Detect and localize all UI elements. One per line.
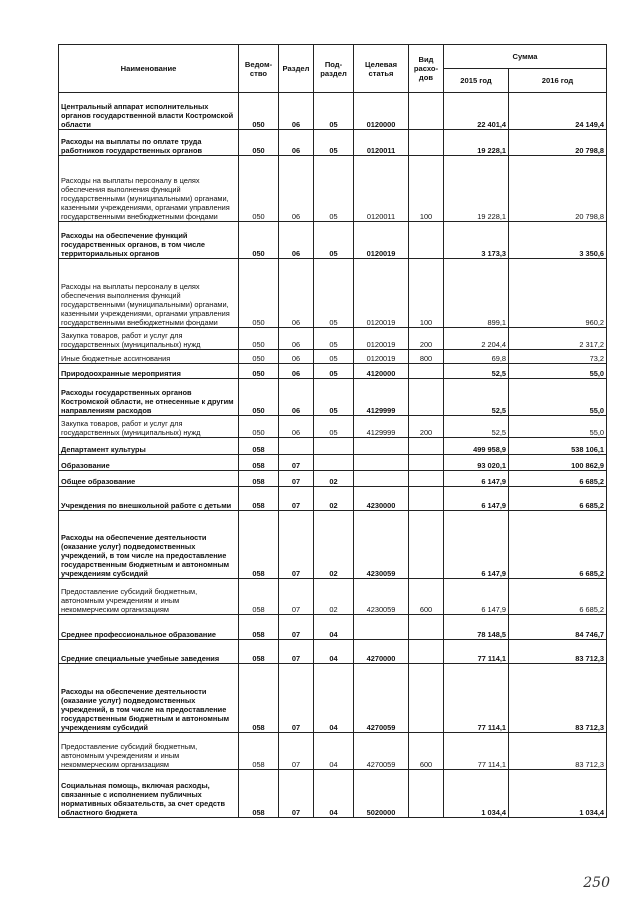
row-dept: 058	[239, 640, 279, 664]
row-sum-2015: 6 147,9	[444, 487, 509, 511]
row-dept: 050	[239, 416, 279, 438]
row-expense-type	[409, 130, 444, 156]
row-target: 4230059	[354, 511, 409, 579]
row-section: 06	[279, 93, 314, 130]
row-name: Среднее профессиональное образование	[59, 615, 239, 640]
row-sum-2016: 73,2	[509, 350, 607, 364]
row-subsection: 02	[314, 579, 354, 615]
row-sum-2016: 20 798,8	[509, 156, 607, 222]
row-sum-2015: 6 147,9	[444, 579, 509, 615]
row-expense-type	[409, 770, 444, 818]
row-expense-type: 600	[409, 579, 444, 615]
table-row	[59, 487, 607, 511]
row-subsection: 05	[314, 350, 354, 364]
row-sum-2015: 77 114,1	[444, 733, 509, 770]
row-name: Предоставление субсидий бюджетным, автономным учреждениям и иным некоммерческим организациям	[59, 579, 239, 615]
row-subsection	[314, 438, 354, 455]
row-subsection: 05	[314, 416, 354, 438]
header-target: Целевая статья	[354, 45, 409, 93]
row-target: 0120019	[354, 350, 409, 364]
row-dept: 058	[239, 455, 279, 471]
row-target	[354, 471, 409, 487]
row-expense-type: 200	[409, 328, 444, 350]
row-target: 0120019	[354, 259, 409, 328]
row-sum-2016: 55,0	[509, 416, 607, 438]
row-name: Предоставление субсидий бюджетным, автономным учреждениям и иным некоммерческим организациям	[59, 733, 239, 770]
row-expense-type: 100	[409, 259, 444, 328]
row-dept: 058	[239, 487, 279, 511]
row-sum-2015: 899,1	[444, 259, 509, 328]
row-dept: 050	[239, 156, 279, 222]
row-sum-2015: 93 020,1	[444, 455, 509, 471]
row-subsection: 05	[314, 259, 354, 328]
row-sum-2015: 499 958,9	[444, 438, 509, 455]
row-name: Закупка товаров, работ и услуг для государственных (муниципальных) нужд	[59, 328, 239, 350]
table-row	[59, 364, 607, 379]
table-row	[59, 640, 607, 664]
row-expense-type: 200	[409, 416, 444, 438]
table-row	[59, 770, 607, 818]
row-subsection: 04	[314, 615, 354, 640]
row-target: 0120000	[354, 93, 409, 130]
row-target	[354, 455, 409, 471]
row-sum-2015: 19 228,1	[444, 156, 509, 222]
row-expense-type	[409, 664, 444, 733]
row-sum-2016: 1 034,4	[509, 770, 607, 818]
row-section	[279, 438, 314, 455]
budget-table	[58, 44, 607, 818]
row-name: Социальная помощь, включая расходы, связанные с исполнением публичных нормативных обязательств, за счет средств областного бюджета	[59, 770, 239, 818]
row-target: 5020000	[354, 770, 409, 818]
row-dept: 050	[239, 130, 279, 156]
row-section: 06	[279, 364, 314, 379]
row-expense-type	[409, 615, 444, 640]
row-subsection: 05	[314, 222, 354, 259]
table-row	[59, 416, 607, 438]
row-name: Средние специальные учебные заведения	[59, 640, 239, 664]
row-section: 07	[279, 664, 314, 733]
row-dept: 058	[239, 471, 279, 487]
row-sum-2015: 52,5	[444, 416, 509, 438]
row-sum-2016: 960,2	[509, 259, 607, 328]
header-section: Раздел	[279, 45, 314, 93]
row-sum-2015: 6 147,9	[444, 471, 509, 487]
row-expense-type	[409, 93, 444, 130]
table-row	[59, 511, 607, 579]
row-target: 0120011	[354, 130, 409, 156]
row-name: Природоохранные мероприятия	[59, 364, 239, 379]
row-dept: 050	[239, 364, 279, 379]
row-dept: 058	[239, 770, 279, 818]
row-name: Департамент культуры	[59, 438, 239, 455]
row-sum-2016: 24 149,4	[509, 93, 607, 130]
row-name: Расходы на обеспечение деятельности (оказание услуг) подведомственных учреждений, в том числе на предоставление государственным бюджетным и автономным учреждениям субсидий	[59, 511, 239, 579]
row-sum-2015: 52,5	[444, 379, 509, 416]
table-row	[59, 438, 607, 455]
table-body	[59, 93, 607, 818]
row-sum-2016: 83 712,3	[509, 733, 607, 770]
row-section: 07	[279, 615, 314, 640]
row-sum-2016: 83 712,3	[509, 664, 607, 733]
row-sum-2016: 6 685,2	[509, 511, 607, 579]
row-target: 0120011	[354, 156, 409, 222]
row-dept: 058	[239, 438, 279, 455]
row-subsection: 02	[314, 511, 354, 579]
row-sum-2015: 3 173,3	[444, 222, 509, 259]
row-section: 07	[279, 579, 314, 615]
row-expense-type: 600	[409, 733, 444, 770]
table-row	[59, 328, 607, 350]
row-dept: 058	[239, 733, 279, 770]
row-name: Расходы на выплаты по оплате труда работников государственных органов	[59, 130, 239, 156]
row-subsection: 05	[314, 93, 354, 130]
row-target: 4270059	[354, 664, 409, 733]
row-subsection	[314, 455, 354, 471]
row-subsection: 04	[314, 640, 354, 664]
row-dept: 050	[239, 259, 279, 328]
row-expense-type	[409, 455, 444, 471]
row-section: 06	[279, 379, 314, 416]
row-name: Расходы государственных органов Костромской области, не отнесенные к другим направлениям расходов	[59, 379, 239, 416]
row-target	[354, 438, 409, 455]
row-section: 06	[279, 130, 314, 156]
row-subsection: 05	[314, 130, 354, 156]
table-row	[59, 156, 607, 222]
row-sum-2016: 3 350,6	[509, 222, 607, 259]
row-target: 0120019	[354, 328, 409, 350]
row-expense-type: 800	[409, 350, 444, 364]
row-section: 07	[279, 640, 314, 664]
row-dept: 058	[239, 511, 279, 579]
row-name: Расходы на выплаты персоналу в целях обеспечения выполнения функций государственными (муниципальными) органами, казенными учреждениями, органами управления государственными внебюджетными фондами	[59, 259, 239, 328]
row-dept: 050	[239, 328, 279, 350]
row-sum-2015: 77 114,1	[444, 664, 509, 733]
table-row	[59, 664, 607, 733]
table-row	[59, 379, 607, 416]
header-sum: Сумма	[444, 45, 607, 69]
row-sum-2016: 55,0	[509, 364, 607, 379]
row-sum-2016: 84 746,7	[509, 615, 607, 640]
table-row	[59, 93, 607, 130]
row-sum-2015: 2 204,4	[444, 328, 509, 350]
header-year-2015: 2015 год	[444, 69, 509, 93]
row-dept: 050	[239, 93, 279, 130]
row-subsection: 05	[314, 379, 354, 416]
row-dept: 050	[239, 350, 279, 364]
table-row	[59, 130, 607, 156]
row-subsection: 05	[314, 364, 354, 379]
row-section: 07	[279, 455, 314, 471]
row-subsection: 05	[314, 156, 354, 222]
row-subsection: 02	[314, 487, 354, 511]
row-sum-2016: 83 712,3	[509, 640, 607, 664]
table-row	[59, 350, 607, 364]
row-expense-type	[409, 438, 444, 455]
header-subsection: Под-раздел	[314, 45, 354, 93]
row-dept: 058	[239, 615, 279, 640]
row-name: Закупка товаров, работ и услуг для государственных (муниципальных) нужд	[59, 416, 239, 438]
row-expense-type	[409, 471, 444, 487]
row-target: 4129999	[354, 379, 409, 416]
table-row	[59, 259, 607, 328]
row-name: Учреждения по внешкольной работе с детьми	[59, 487, 239, 511]
row-sum-2016: 538 106,1	[509, 438, 607, 455]
row-section: 06	[279, 328, 314, 350]
row-section: 07	[279, 511, 314, 579]
row-sum-2015: 22 401,4	[444, 93, 509, 130]
row-sum-2015: 19 228,1	[444, 130, 509, 156]
row-expense-type	[409, 511, 444, 579]
row-section: 07	[279, 770, 314, 818]
row-section: 06	[279, 156, 314, 222]
row-sum-2015: 6 147,9	[444, 511, 509, 579]
row-dept: 050	[239, 222, 279, 259]
row-section: 06	[279, 416, 314, 438]
row-sum-2015: 52,5	[444, 364, 509, 379]
row-expense-type	[409, 379, 444, 416]
header-name: Наименование	[59, 45, 239, 93]
table-row	[59, 471, 607, 487]
row-expense-type	[409, 487, 444, 511]
row-section: 07	[279, 471, 314, 487]
row-subsection: 04	[314, 770, 354, 818]
row-sum-2015: 77 114,1	[444, 640, 509, 664]
row-sum-2015: 78 148,5	[444, 615, 509, 640]
row-target: 4270000	[354, 640, 409, 664]
row-section: 06	[279, 222, 314, 259]
page-number: 250	[583, 875, 610, 891]
row-name: Общее образование	[59, 471, 239, 487]
row-section: 06	[279, 259, 314, 328]
row-target: 4129999	[354, 416, 409, 438]
row-sum-2015: 69,8	[444, 350, 509, 364]
row-name: Центральный аппарат исполнительных органов государственной власти Костромской области	[59, 93, 239, 130]
row-dept: 058	[239, 664, 279, 733]
row-target: 0120019	[354, 222, 409, 259]
row-expense-type	[409, 364, 444, 379]
row-dept: 050	[239, 379, 279, 416]
table-row	[59, 579, 607, 615]
table-row	[59, 733, 607, 770]
table-row	[59, 222, 607, 259]
row-name: Расходы на обеспечение деятельности (оказание услуг) подведомственных учреждений, в том числе на предоставление государственным бюджетным и автономным учреждениям субсидий	[59, 664, 239, 733]
row-name: Образование	[59, 455, 239, 471]
table-row	[59, 615, 607, 640]
row-section: 06	[279, 350, 314, 364]
row-target: 4230000	[354, 487, 409, 511]
row-target: 4230059	[354, 579, 409, 615]
row-expense-type	[409, 222, 444, 259]
row-sum-2016: 6 685,2	[509, 579, 607, 615]
row-sum-2016: 2 317,2	[509, 328, 607, 350]
row-subsection: 04	[314, 664, 354, 733]
row-subsection: 05	[314, 328, 354, 350]
header-dept: Ведом-ство	[239, 45, 279, 93]
row-dept: 058	[239, 579, 279, 615]
table-row	[59, 455, 607, 471]
row-expense-type	[409, 640, 444, 664]
row-name: Расходы на выплаты персоналу в целях обеспечения выполнения функций государственными (муниципальными) органами, казенными учреждениями, органами управления государственными внебюджетными фондами	[59, 156, 239, 222]
row-name: Иные бюджетные ассигнования	[59, 350, 239, 364]
row-target: 4120000	[354, 364, 409, 379]
row-subsection: 02	[314, 471, 354, 487]
row-target: 4270059	[354, 733, 409, 770]
row-target	[354, 615, 409, 640]
header-expense-type: Вид расхо-дов	[409, 45, 444, 93]
row-sum-2015: 1 034,4	[444, 770, 509, 818]
row-expense-type: 100	[409, 156, 444, 222]
row-sum-2016: 100 862,9	[509, 455, 607, 471]
row-section: 07	[279, 733, 314, 770]
row-sum-2016: 20 798,8	[509, 130, 607, 156]
row-sum-2016: 55,0	[509, 379, 607, 416]
row-subsection: 04	[314, 733, 354, 770]
row-sum-2016: 6 685,2	[509, 487, 607, 511]
row-sum-2016: 6 685,2	[509, 471, 607, 487]
row-name: Расходы на обеспечение функций государственных органов, в том числе территориальных органов	[59, 222, 239, 259]
header-year-2016: 2016 год	[509, 69, 607, 93]
row-section: 07	[279, 487, 314, 511]
